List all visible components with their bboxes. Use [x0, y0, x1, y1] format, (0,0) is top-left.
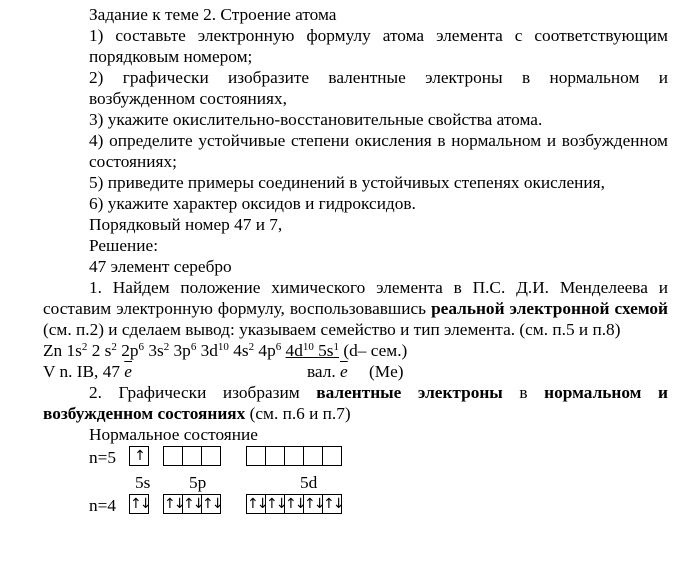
orbital-cell [303, 446, 323, 466]
orbital-cell [265, 446, 285, 466]
step-2-tail: (см. п.6 и п.7) [245, 404, 351, 423]
formula-term-1: 2 s [87, 341, 112, 360]
level-label-n4: n=4 [89, 496, 117, 515]
formula-4d-sup: 10 [302, 341, 314, 353]
electron-symbol-2: $\overline{e}$ [340, 362, 348, 381]
element-line: 47 элемент серебро [89, 257, 232, 276]
formula-term-sup-4: 6 [190, 341, 197, 353]
orbital-cell [182, 446, 202, 466]
formula-term-7: 4p [254, 341, 276, 360]
task-item-1: 1) составьте электронную формулу атома элемента с соответствующим порядковым номером; [89, 26, 668, 66]
formula-5s-sup: 1 [333, 341, 340, 353]
orbital-cell: ↑↓ [130, 496, 150, 512]
step-2-mid: в [502, 383, 545, 402]
formula-term-6: 4s [228, 341, 249, 360]
step-1-text: 1. Найдем положение химического элемента в П.С. Д.И. Менделеева и составим электронную формулу, воспользовавшись [43, 278, 668, 318]
n5-d-cells [246, 446, 341, 466]
orbital-cell: ↑↓ [285, 496, 305, 512]
metal-label: (Me) [369, 362, 404, 381]
task-item-3: 3) укажите окислительно-восстановительные свойства атома. [89, 110, 543, 129]
group-line-left [43, 361, 132, 382]
orbital-cell: ↑↓ [304, 496, 324, 512]
orbital-cell: ↑ [129, 446, 149, 466]
task-item-5: 5) приведите примеры соединений в устойчивых степенях окисления, [89, 173, 605, 192]
step-1-paragraph [43, 277, 668, 340]
n4-d-cells [246, 494, 341, 514]
formula-term-3: 3s [144, 341, 164, 360]
n4-p-cells [163, 494, 220, 514]
document-page [43, 4, 668, 519]
formula-term-sup-7: 6 [275, 341, 282, 353]
step-1-text-tail: (см. п.2) и сделаем вывод: указываем семейство и тип элемента. (см. п.5 и п.8) [43, 320, 621, 339]
level-label-n5: n=5 [89, 448, 117, 467]
formula-5s: 5s [318, 341, 334, 360]
formula-term-sup-1: 2 [111, 341, 117, 353]
orbital-cell: ↑↓ [247, 496, 267, 512]
group-line-right [307, 361, 348, 382]
sublevel-label-5d: 5d [300, 473, 318, 492]
sublevel-label-5s: 5s [135, 473, 151, 492]
orbital-cell [322, 446, 342, 466]
formula-term-sup-6: 2 [248, 341, 255, 353]
group-line [43, 361, 668, 382]
step-1-bold: реальной электронной схемой [431, 299, 668, 318]
n4-s-cells [129, 494, 148, 514]
formula-term-sup-5: 10 [217, 341, 229, 353]
orbital-cell: ↑↓ [266, 496, 286, 512]
step-2-text: 2. Графически изобразим [89, 383, 317, 402]
orbital-cell [246, 446, 266, 466]
sublevel-labels [43, 471, 668, 493]
group-text: V n. IB, 47 [43, 362, 125, 381]
normal-state-heading: Нормальное состояние [89, 425, 258, 444]
formula-term-0: 1s [62, 341, 82, 360]
task-item-4: 4) определите устойчивые степени окисления в нормальном и возбужденном состояниях; [89, 131, 668, 171]
formula-4d: 4d [285, 341, 303, 360]
orbital-cell: ↑↓ [183, 496, 203, 512]
step-2-bold-2: нормальном и возбужденном состояниях [43, 383, 668, 423]
ordinal-number-line: Порядковый номер 47 и 7, [89, 215, 283, 234]
electron-formula [43, 340, 668, 361]
formula-term-sup-0: 2 [81, 341, 88, 353]
orbital-row-n4 [43, 493, 668, 519]
orbital-cell [284, 446, 304, 466]
orbital-cell [201, 446, 221, 466]
formula-term-sup-2: 6 [138, 341, 145, 353]
orbital-row-n5 [43, 445, 668, 471]
task-item-2: 2) графически изобразите валентные электроны в нормальном и возбужденном состояниях, [89, 68, 668, 108]
formula-symbol: Zn [43, 341, 63, 360]
valence-text: вал. [307, 362, 341, 381]
task-title: Задание к теме 2. Строение атома [89, 5, 337, 24]
formula-term-2: 2p [116, 341, 139, 360]
n5-s-cells [129, 446, 148, 466]
n5-p-cells [163, 446, 220, 466]
electron-symbol: $\overline{e}$ [124, 362, 132, 381]
orbital-cell: ↑↓ [323, 496, 343, 512]
formula-term-5: 3d [196, 341, 218, 360]
formula-term-4: 3p [169, 341, 191, 360]
solution-label: Решение: [89, 236, 158, 255]
formula-tail: (d– сем.) [339, 341, 408, 360]
orbital-cell: ↑↓ [164, 496, 184, 512]
formula-parts [62, 341, 281, 360]
formula-term-sup-3: 2 [163, 341, 170, 353]
step-2-bold-1: валентные электроны [316, 383, 503, 402]
sublevel-label-5p: 5p [189, 473, 207, 492]
formula-underlined-part [286, 341, 339, 360]
orbital-cell: ↑↓ [202, 496, 222, 512]
step-2-paragraph [43, 382, 668, 424]
task-item-6: 6) укажите характер оксидов и гидроксидов. [89, 194, 416, 213]
orbital-cell [163, 446, 183, 466]
